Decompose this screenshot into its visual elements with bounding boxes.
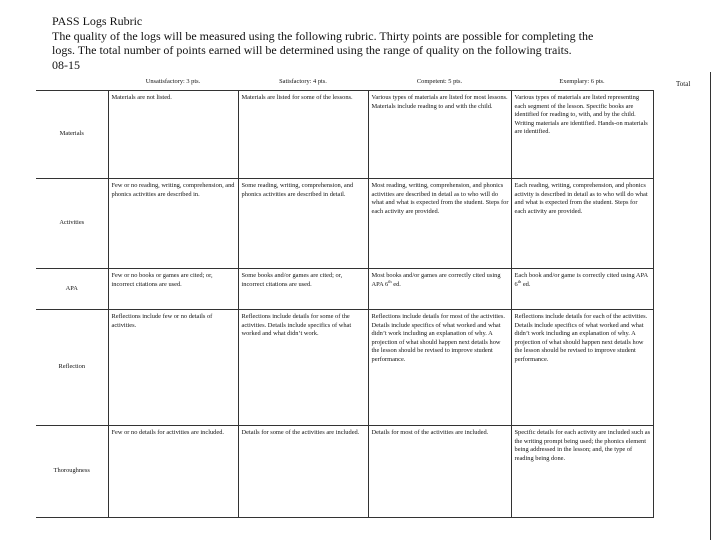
cell-reflection-exemplary: Reflections include details for each of the activities. Details include specifics of what worked and what didn’t work including an explanation of why. A projection of what should happen next details how the lesson should be revised to improve student performance.: [511, 310, 653, 426]
cell-activities-exemplary: Each reading, writing, comprehension, and phonics activity is described in detail as to who will do what and what is expected from the student. Steps for each activity are provided.: [511, 179, 653, 269]
col-header-competent: Competent: 5 pts.: [368, 74, 511, 91]
cell-materials-satisfactory: Materials are listed for some of the lessons.: [238, 91, 368, 179]
apa-exemplary-text: Each book and/or game is correctly cited using APA 6: [514, 272, 648, 288]
table-row: [36, 269, 653, 310]
cell-thoroughness-competent: Details for most of the activities are included.: [368, 426, 511, 518]
date-code: 08-15: [52, 57, 80, 72]
table-row: [36, 179, 653, 269]
table-row: [36, 426, 653, 518]
cell-thoroughness-satisfactory: Details for some of the activities are included.: [238, 426, 368, 518]
intro-line-2: logs. The total number of points earned will be determined using the range of quality on the following traits.: [52, 43, 572, 57]
cell-thoroughness-unsatisfactory: Few or no details for activities are included.: [108, 426, 238, 518]
apa-exemplary-edition: ed.: [521, 280, 531, 288]
apa-exemplary-ordinal: th: [517, 278, 522, 284]
cell-apa-unsatisfactory: Few or no books or games are cited; or, incorrect citations are used.: [108, 269, 238, 310]
cell-reflection-satisfactory: Reflections include details for some of the activities. Details include specifics of what worked and what didn’t work.: [238, 310, 368, 426]
col-header-unsatisfactory: Unsatisfactory: 3 pts.: [108, 74, 238, 91]
trait-thoroughness: Thoroughness: [36, 426, 108, 518]
page-title: PASS Logs Rubric: [52, 14, 143, 28]
trait-apa: APA: [36, 269, 108, 310]
rubric-table: [36, 74, 654, 518]
cell-reflection-competent: Reflections include details for most of the activities. Details include specifics of what worked and what didn’t work including an explanation of why. A projection of what should happen next details how the lesson should be revised to improve student performance.: [368, 310, 511, 426]
cell-reflection-unsatisfactory: Reflections include few or no details of activities.: [108, 310, 238, 426]
col-header-exemplary: Exemplary: 6 pts.: [511, 74, 653, 91]
corner-cell: [36, 74, 108, 91]
col-header-satisfactory: Satisfactory: 4 pts.: [238, 74, 368, 91]
apa-competent-text: Most books and/or games are correctly cited using APA 6: [371, 272, 501, 288]
cell-activities-unsatisfactory: Few or no reading, writing, comprehension, and phonics activities are described in.: [108, 179, 238, 269]
cell-materials-exemplary: Various types of materials are listed representing each segment of the lesson. Specific books are identified for reading to, with, and by the child. Writing materials are identified. Hands-on materials are identified.: [511, 91, 653, 179]
cell-materials-competent: Various types of materials are listed for most lessons. Materials include reading to and with the child.: [368, 91, 511, 179]
trait-reflection: Reflection: [36, 310, 108, 426]
intro-line-1: The quality of the logs will be measured using the following rubric. Thirty points are possible for completing the: [52, 28, 594, 43]
cell-apa-competent: [368, 269, 511, 310]
table-row: [36, 310, 653, 426]
cell-thoroughness-exemplary: Specific details for each activity are included such as the writing prompt being used; the phonics element being addressed in the lesson; and, the type of reading being done.: [511, 426, 653, 518]
trait-activities: Activities: [36, 179, 108, 269]
table-row: [36, 91, 653, 179]
cell-apa-exemplary: [511, 269, 653, 310]
cell-apa-satisfactory: Some books and/or games are cited; or, incorrect citations are used.: [238, 269, 368, 310]
cell-activities-satisfactory: Some reading, writing, comprehension, and phonics activities are described in detail.: [238, 179, 368, 269]
total-column-divider: [710, 72, 711, 540]
col-header-total: Total: [676, 80, 691, 88]
rubric-header: [52, 14, 652, 72]
apa-competent-edition: ed.: [391, 280, 401, 288]
cell-activities-competent: Most reading, writing, comprehension, and phonics activities are described in detail as to who will do what and what is expected from the student. Steps for each activity are provided.: [368, 179, 511, 269]
trait-materials: Materials: [36, 91, 108, 179]
cell-materials-unsatisfactory: Materials are not listed.: [108, 91, 238, 179]
apa-competent-ordinal: th: [388, 278, 392, 284]
